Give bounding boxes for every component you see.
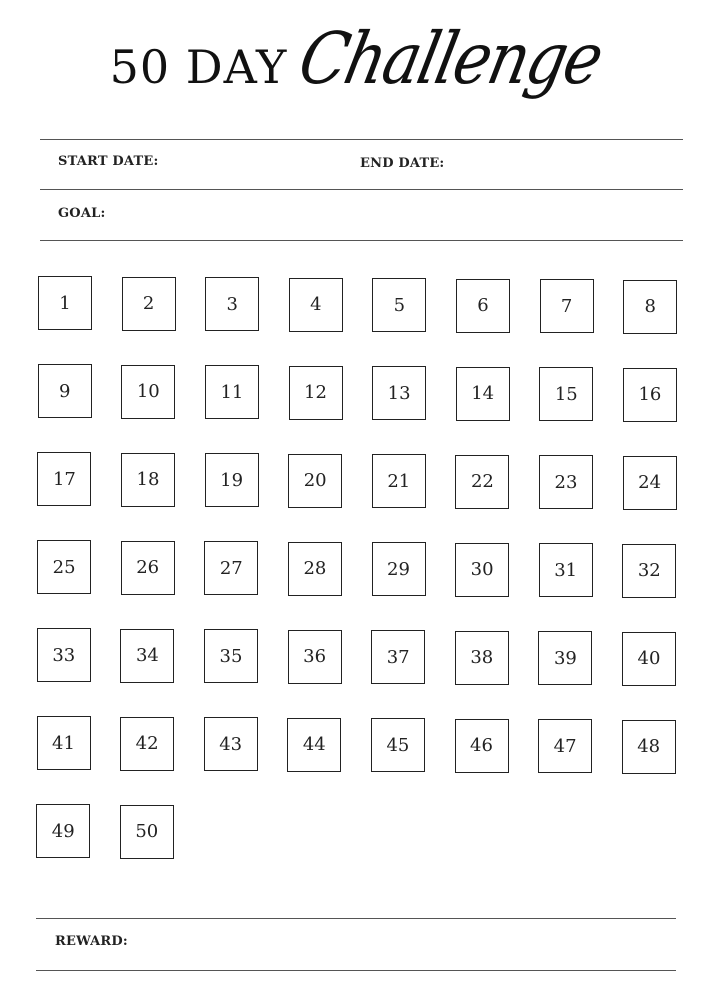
- day-box-41[interactable]: 41: [37, 716, 91, 770]
- day-box-35[interactable]: 35: [204, 629, 258, 683]
- day-box-33[interactable]: 33: [37, 628, 91, 682]
- day-box-48[interactable]: 48: [622, 720, 676, 774]
- day-box-5[interactable]: 5: [372, 278, 426, 332]
- divider-reward-bottom: [36, 970, 676, 971]
- day-box-6[interactable]: 6: [456, 279, 510, 333]
- day-box-14[interactable]: 14: [456, 367, 510, 421]
- day-box-47[interactable]: 47: [538, 719, 592, 773]
- day-box-15[interactable]: 15: [539, 367, 593, 421]
- day-box-9[interactable]: 9: [38, 364, 92, 418]
- day-box-12[interactable]: 12: [289, 366, 343, 420]
- day-box-42[interactable]: 42: [120, 717, 174, 771]
- day-box-19[interactable]: 19: [205, 453, 259, 507]
- day-box-16[interactable]: 16: [623, 368, 677, 422]
- day-box-45[interactable]: 45: [371, 718, 425, 772]
- day-box-7[interactable]: 7: [540, 279, 594, 333]
- day-box-13[interactable]: 13: [372, 366, 426, 420]
- day-box-32[interactable]: 32: [622, 544, 676, 598]
- divider-dates: [40, 189, 683, 190]
- day-box-25[interactable]: 25: [37, 540, 91, 594]
- day-box-36[interactable]: 36: [288, 630, 342, 684]
- day-box-26[interactable]: 26: [121, 541, 175, 595]
- day-box-18[interactable]: 18: [121, 453, 175, 507]
- day-box-27[interactable]: 27: [204, 541, 258, 595]
- day-box-49[interactable]: 49: [36, 804, 90, 858]
- day-box-3[interactable]: 3: [205, 277, 259, 331]
- day-box-34[interactable]: 34: [120, 629, 174, 683]
- day-box-40[interactable]: 40: [622, 632, 676, 686]
- reward-label: REWARD:: [55, 934, 128, 949]
- day-box-43[interactable]: 43: [204, 717, 258, 771]
- day-box-30[interactable]: 30: [455, 543, 509, 597]
- divider-goal: [40, 240, 683, 241]
- day-box-29[interactable]: 29: [372, 542, 426, 596]
- day-box-23[interactable]: 23: [539, 455, 593, 509]
- day-box-10[interactable]: 10: [121, 365, 175, 419]
- divider-reward-top: [36, 918, 676, 919]
- day-box-1[interactable]: 1: [38, 276, 92, 330]
- day-box-17[interactable]: 17: [37, 452, 91, 506]
- day-box-31[interactable]: 31: [539, 543, 593, 597]
- day-box-39[interactable]: 39: [538, 631, 592, 685]
- start-date-label: START DATE:: [58, 154, 159, 169]
- day-box-38[interactable]: 38: [455, 631, 509, 685]
- day-box-24[interactable]: 24: [623, 456, 677, 510]
- day-box-44[interactable]: 44: [287, 718, 341, 772]
- day-box-50[interactable]: 50: [120, 805, 174, 859]
- goal-label: GOAL:: [58, 206, 106, 221]
- page-title: [0, 18, 710, 128]
- divider-top: [40, 139, 683, 140]
- day-box-8[interactable]: 8: [623, 280, 677, 334]
- day-box-37[interactable]: 37: [371, 630, 425, 684]
- title-main: 50 DAY: [109, 40, 288, 94]
- title-script: Challenge: [292, 16, 610, 101]
- day-box-46[interactable]: 46: [455, 719, 509, 773]
- day-box-4[interactable]: 4: [289, 278, 343, 332]
- day-box-2[interactable]: 2: [122, 277, 176, 331]
- day-box-22[interactable]: 22: [455, 455, 509, 509]
- end-date-label: END DATE:: [360, 156, 445, 171]
- day-box-11[interactable]: 11: [205, 365, 259, 419]
- day-box-20[interactable]: 20: [288, 454, 342, 508]
- day-box-28[interactable]: 28: [288, 542, 342, 596]
- day-box-21[interactable]: 21: [372, 454, 426, 508]
